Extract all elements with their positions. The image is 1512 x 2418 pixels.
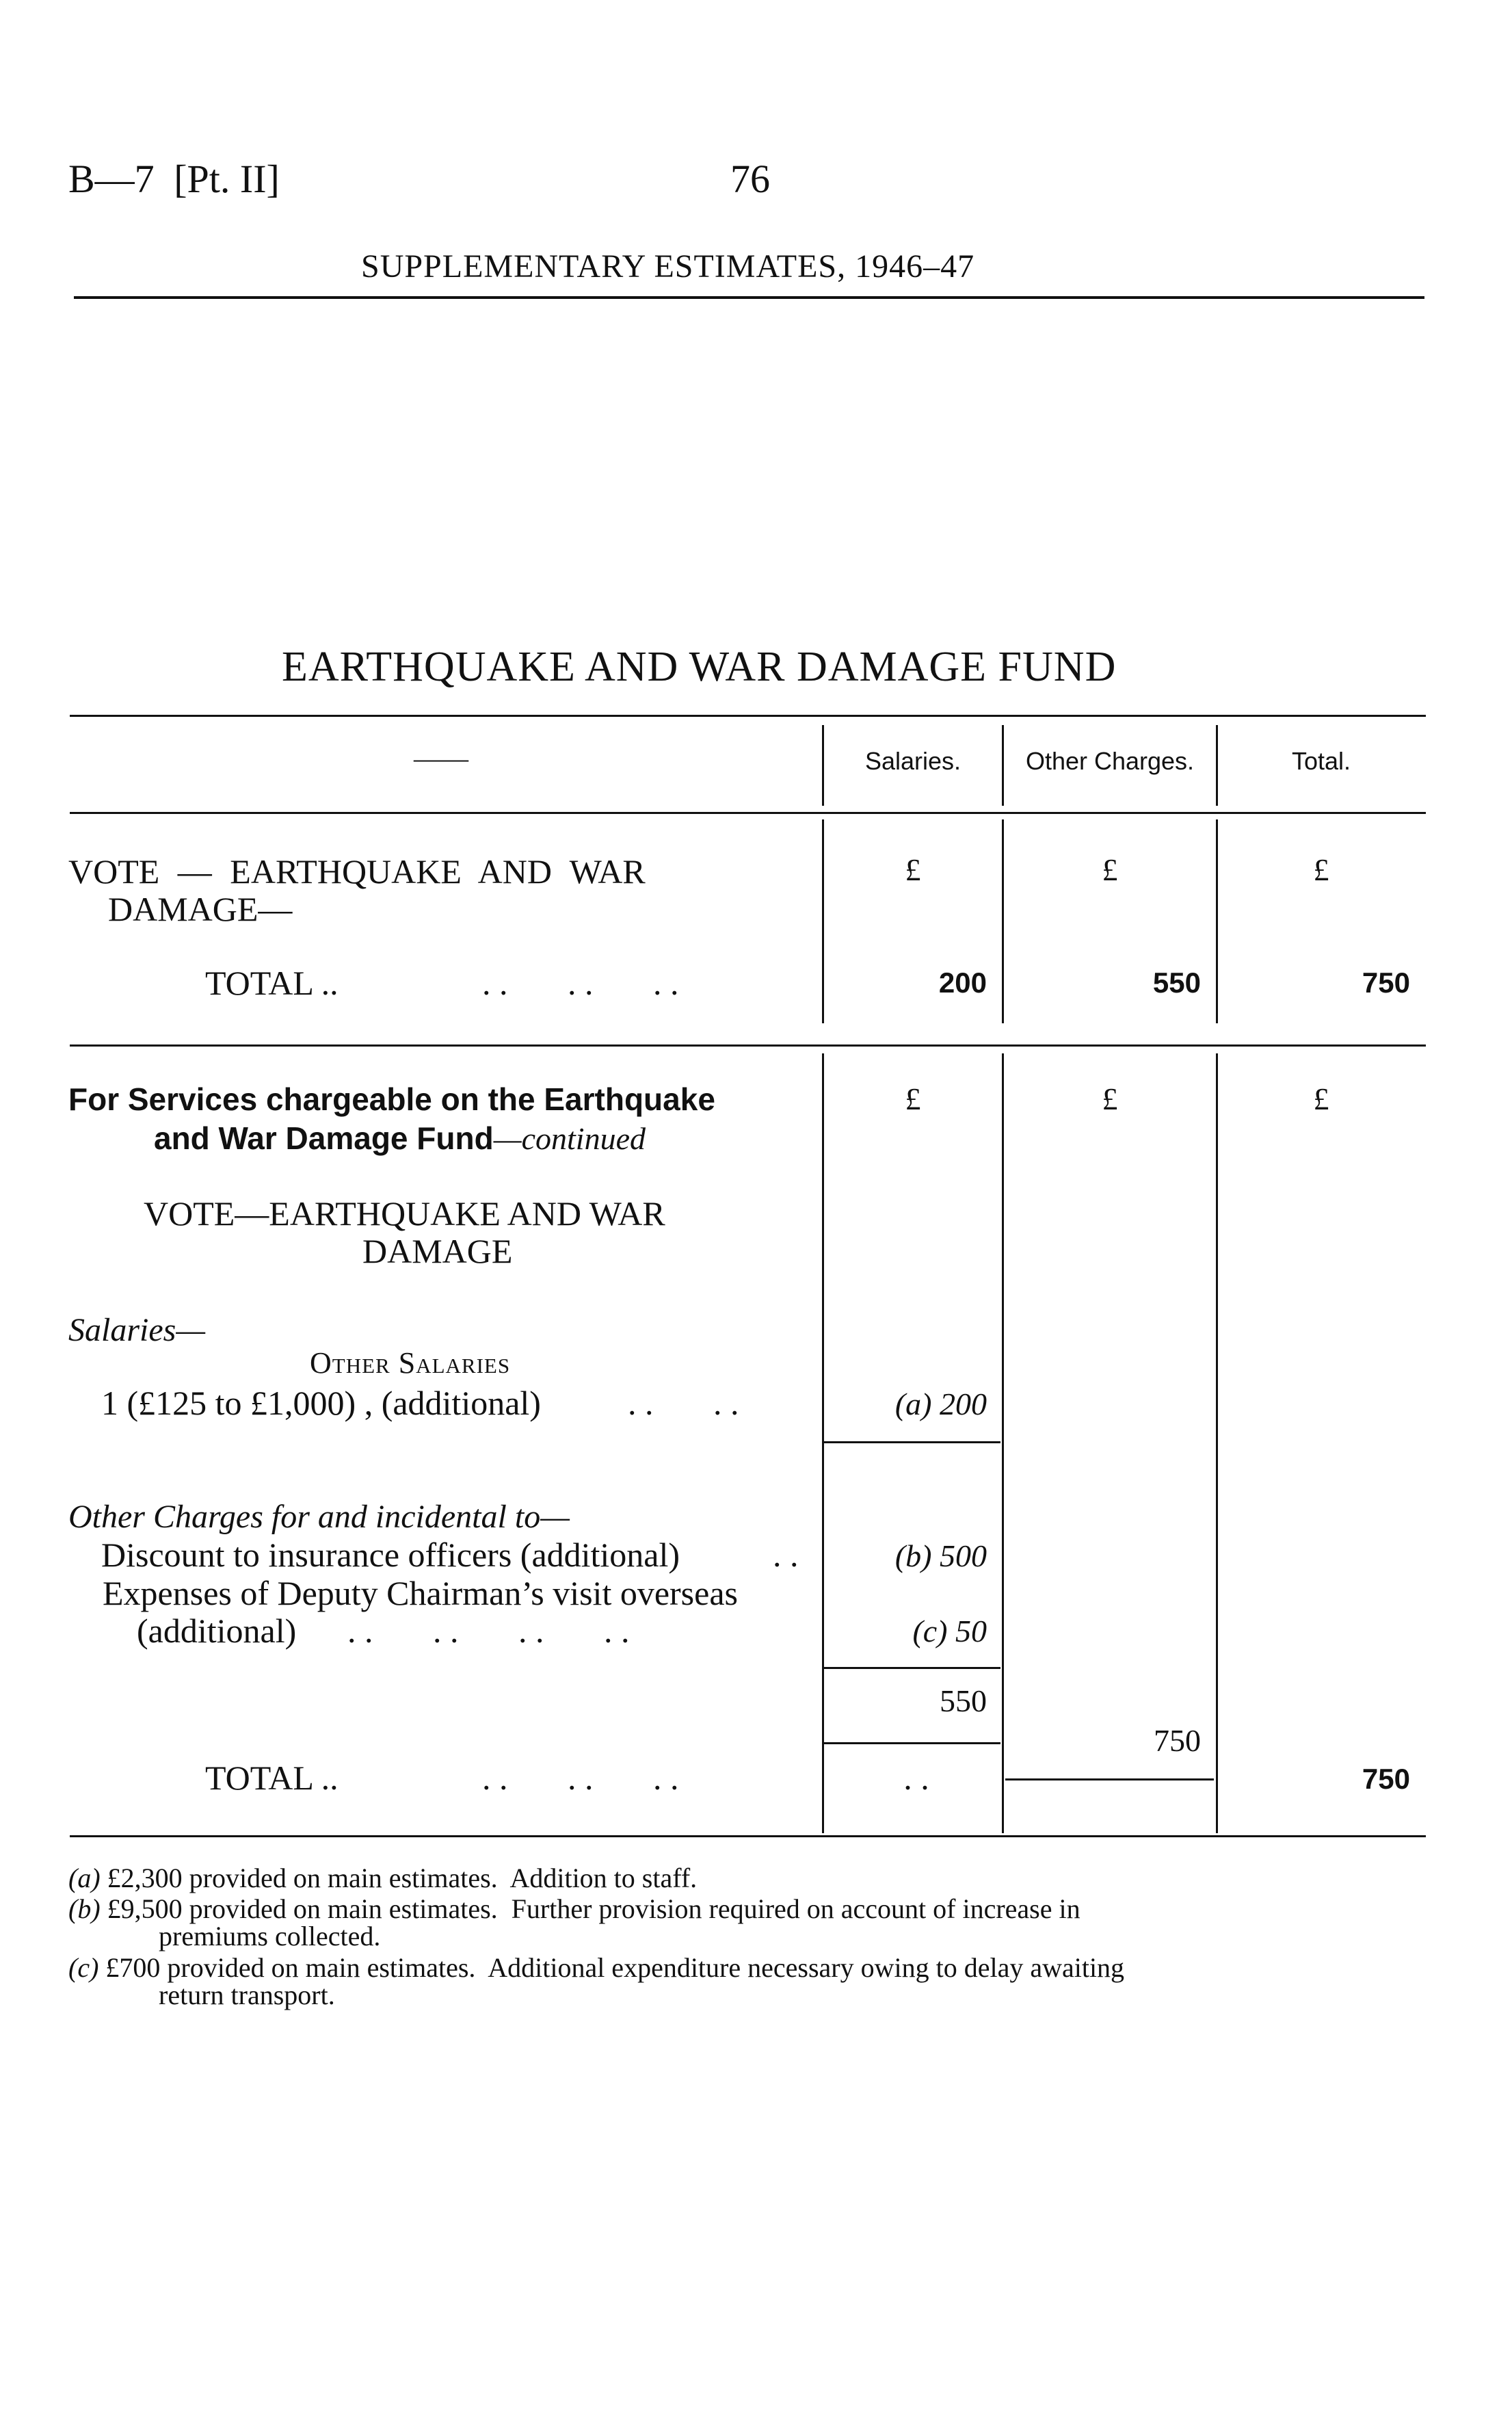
- detail-grand-total: 750: [1362, 1763, 1410, 1795]
- footnote-c-text: £700 provided on main estimates. Additional expenditure necessary owing to delay awaiting: [105, 1952, 1125, 1983]
- detail-heading-line2-bold: and War Damage Fund: [154, 1120, 494, 1156]
- summary-header-rule: [70, 812, 1426, 814]
- detail-divider-3: [1216, 1053, 1218, 1833]
- summary-total-salaries: 200: [938, 967, 987, 999]
- salaries-heading: Salaries—: [68, 1312, 206, 1348]
- footnote-b-cont: premiums collected.: [159, 1921, 381, 1952]
- salary-item-value: (a) 200: [894, 1387, 987, 1421]
- detail-heading-continued: —continued: [493, 1121, 646, 1156]
- detail-bottom-rule: [70, 1835, 1426, 1837]
- summary-vote-label-line1: VOTE — EARTHQUAKE AND WAR: [68, 852, 646, 891]
- detail-vote-line1: VOTE—EARTHQUAKE AND WAR: [144, 1194, 665, 1233]
- footnote-a-mark: (a): [68, 1863, 101, 1893]
- summary-body-divider-2: [1002, 819, 1004, 1023]
- summary-body-divider-1: [822, 819, 824, 1023]
- column-header-other-charges: Other Charges.: [1025, 747, 1195, 775]
- salary-item: 1 (£125 to £1,000) , (additional): [101, 1384, 541, 1422]
- header-rule: [74, 296, 1424, 299]
- detail-currency-total: £: [1313, 1081, 1329, 1116]
- page-number: 76: [730, 157, 770, 201]
- page-title: SUPPLEMENTARY ESTIMATES, 1946–47: [361, 248, 975, 285]
- detail-heading-line1: For Services chargeable on the Earthquake: [68, 1081, 715, 1117]
- summary-total-other: 550: [1152, 967, 1201, 999]
- summary-total-label: TOTAL ..: [205, 964, 339, 1002]
- detail-divider-1: [822, 1053, 824, 1833]
- summary-total-grand: 750: [1362, 967, 1410, 999]
- header-ref-code: B—7: [68, 157, 155, 201]
- column-header-total: Total.: [1291, 747, 1351, 775]
- footnote-c-mark: (c): [68, 1952, 99, 1983]
- other-salaries-heading: [310, 1345, 510, 1380]
- other-salaries-heading-text: Other Salaries: [310, 1346, 511, 1380]
- other-charges-heading: Other Charges for and incidental to—: [68, 1499, 570, 1535]
- charge-item-1-dots: . .: [773, 1536, 799, 1574]
- summary-currency-total: £: [1313, 852, 1329, 887]
- detail-total-dots: . . . . . .: [482, 1759, 679, 1797]
- salaries-subtotal-rule: [824, 1441, 1000, 1443]
- charge-item-2-line2: (additional): [137, 1612, 297, 1650]
- summary-header-divider-1: [822, 725, 824, 806]
- charge-item-1-value: (b) 500: [894, 1538, 987, 1573]
- summary-body-divider-3: [1216, 819, 1218, 1023]
- summary-total-dots: . . . . . .: [482, 964, 679, 1002]
- header-part: [Pt. II]: [174, 157, 280, 201]
- fund-title: EARTHQUAKE AND WAR DAMAGE FUND: [282, 644, 1117, 690]
- detail-currency-salaries: £: [905, 1081, 921, 1116]
- footnote-a: [68, 1862, 697, 1894]
- detail-salaries-total: . .: [903, 1759, 929, 1797]
- charges-subtotal-rule-bottom: [824, 1742, 1000, 1744]
- other-charges-total-value: 750: [1154, 1723, 1201, 1758]
- detail-vote-line2: DAMAGE: [362, 1232, 513, 1270]
- summary-header-divider-2: [1002, 725, 1004, 806]
- detail-divider-2: [1002, 1053, 1004, 1833]
- summary-currency-salaries: £: [905, 852, 921, 887]
- salary-item-dots: . . . .: [628, 1384, 739, 1422]
- charges-subtotal-value: 550: [940, 1683, 987, 1718]
- summary-dash: ——: [414, 743, 468, 774]
- detail-heading-line2: [154, 1120, 646, 1157]
- other-charges-total-rule: [1005, 1778, 1214, 1780]
- charge-item-1: Discount to insurance officers (additional): [101, 1536, 680, 1574]
- footnote-b-text: £9,500 provided on main estimates. Further provision required on account of increase in: [107, 1893, 1080, 1924]
- detail-top-rule: [70, 1044, 1426, 1047]
- header-ref: [68, 156, 280, 202]
- charge-item-2-value: (c) 50: [912, 1614, 987, 1648]
- summary-vote-label-line2: DAMAGE—: [108, 890, 293, 928]
- charge-item-2-dots: . . . . . . . .: [347, 1612, 630, 1650]
- detail-currency-other: £: [1102, 1081, 1118, 1116]
- column-header-salaries: Salaries.: [864, 747, 961, 775]
- summary-header-divider-3: [1216, 725, 1218, 806]
- charges-subtotal-rule-top: [824, 1667, 1000, 1669]
- charge-item-2-line1: Expenses of Deputy Chairman’s visit overseas: [103, 1574, 738, 1612]
- detail-total-label: TOTAL ..: [205, 1759, 339, 1797]
- footnote-b-mark: (b): [68, 1893, 101, 1924]
- footnote-c-cont: return transport.: [159, 1980, 335, 2010]
- footnote-a-text: £2,300 provided on main estimates. Addition to staff.: [107, 1863, 698, 1893]
- summary-currency-other: £: [1102, 852, 1118, 887]
- summary-top-rule: [70, 715, 1426, 717]
